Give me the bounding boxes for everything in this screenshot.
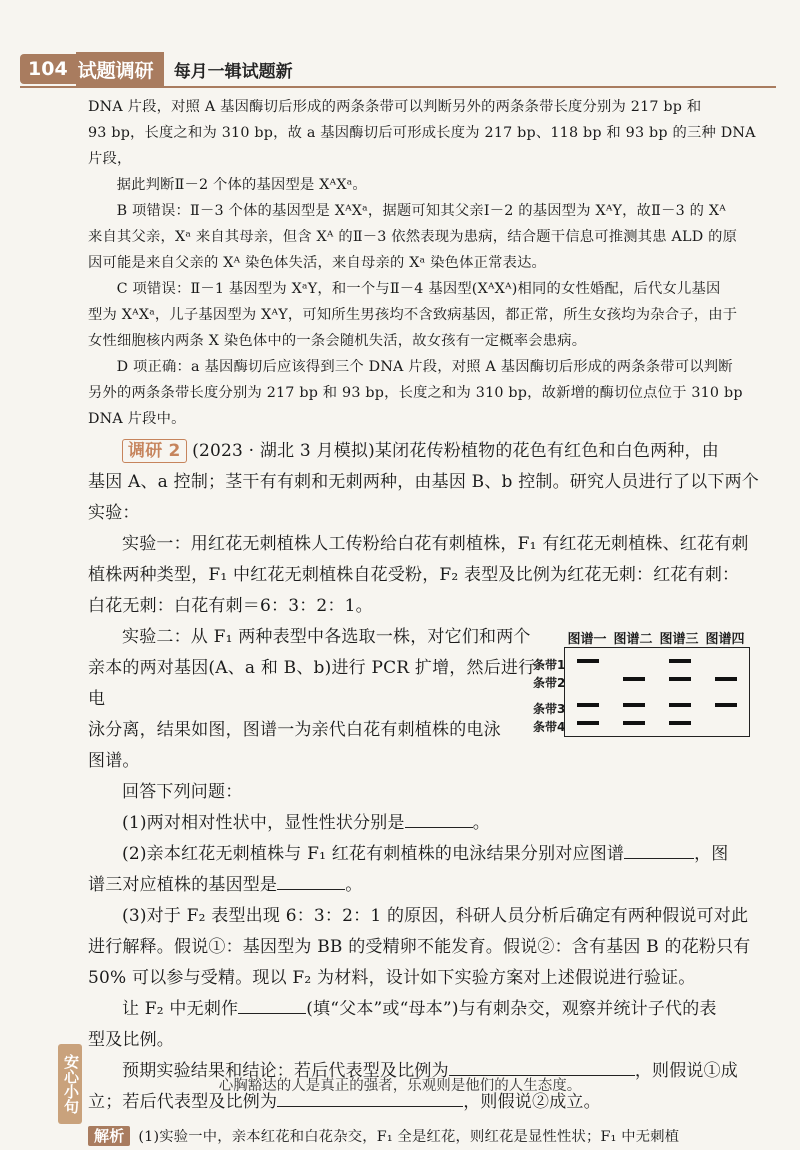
gel-header: 图谱三 bbox=[659, 632, 699, 647]
option-d-line: DNA 片段中。 bbox=[88, 411, 186, 427]
sub-question-3: 进行解释。假说①：基因型为 BB 的受精卵不能发育。假说②：含有基因 B 的花粉只有 bbox=[88, 937, 751, 957]
experiment-2-line: 图谱。 bbox=[88, 751, 140, 771]
gel-header: 图谱四 bbox=[705, 632, 745, 647]
sub-question-3: (3)对于 F₂ 表型出现 6：3：2：1 的原因，科研人员分析后确定有两种假说可对此 bbox=[122, 906, 749, 926]
answer-prompt: 回答下列问题： bbox=[122, 782, 243, 802]
analysis-label: 解析 bbox=[88, 1126, 130, 1146]
page-content bbox=[88, 94, 760, 1150]
analysis-start bbox=[88, 1124, 760, 1150]
sub-question-3-method bbox=[88, 994, 760, 1025]
gel-headers bbox=[564, 628, 762, 647]
experiment-1-line: 植株两种类型，F₁ 中红花无刺植株自花受粉，F₂ 表型及比例为红花无刺：红花有刺： bbox=[88, 565, 740, 585]
sub-question-1 bbox=[88, 808, 760, 839]
gel-band bbox=[669, 703, 691, 707]
band-label: 条带3 bbox=[533, 702, 566, 716]
gel-band bbox=[669, 721, 691, 725]
question-line: 基因 A、a 控制；茎干有有刺和无刺两种，由基因 B、b 控制。研究人员进行了以下两个 bbox=[88, 472, 760, 492]
gel-header: 图谱一 bbox=[567, 632, 607, 647]
sub-question-3-text: ，则假说①成 bbox=[634, 1061, 739, 1081]
experiment-2-line: 泳分离，结果如图，图谱一为亲代白花有刺植株的电泳 bbox=[88, 720, 501, 740]
sub-question-2-cont bbox=[88, 870, 760, 901]
page-header bbox=[20, 52, 293, 86]
band-label: 条带2 bbox=[533, 676, 566, 690]
gel-band bbox=[715, 677, 737, 681]
issue-title: 每月一辑试题新 bbox=[173, 61, 293, 82]
option-c-line: C 项错误：Ⅱ－1 基因型为 XᵃY，和一个与Ⅱ－4 基因型(XᴬXᴬ)相同的女性婚配，后代女儿基因 bbox=[116, 281, 721, 297]
gel-band bbox=[577, 659, 599, 663]
sub-question-3-text: 预期实验结果和结论：若后代表型及比例为 bbox=[122, 1061, 449, 1081]
band-label: 条带1 bbox=[533, 658, 566, 672]
experiment-2-line: 实验二：从 F₁ 两种表型中各选取一株，对它们和两个 bbox=[122, 627, 531, 647]
answer-blank[interactable] bbox=[277, 871, 345, 890]
sub-question-2-text: (2)亲本红花无刺植株与 F₁ 红花有刺植株的电泳结果分别对应图谱 bbox=[122, 844, 625, 864]
electrophoresis-figure bbox=[532, 628, 762, 737]
analysis-line: 据此判断Ⅱ－2 个体的基因型是 XᴬXᵃ。 bbox=[116, 177, 367, 193]
gel-band bbox=[669, 659, 691, 663]
gel-band bbox=[669, 677, 691, 681]
option-d-line: 另外的两条条带长度分别为 217 bp 和 93 bp，长度之和为 310 bp，故新增的酶切位点位于 310 bp bbox=[88, 385, 743, 401]
gel-header: 图谱二 bbox=[613, 632, 653, 647]
option-b-line: B 项错误：Ⅱ－3 个体的基因型是 XᴬXᵃ，据题可知其父亲Ⅰ－2 的基因型为 XᴬY，故Ⅱ－3 的 Xᴬ bbox=[116, 203, 726, 219]
footer-quote: 心胸豁达的人是真正的强者，乐观则是他们的人生态度。 bbox=[218, 1078, 582, 1094]
sub-question-2-text: 谱三对应植株的基因型是 bbox=[88, 875, 278, 895]
answer-blank[interactable] bbox=[624, 840, 694, 859]
sub-question-3: 型及比例。 bbox=[88, 1030, 174, 1050]
experiment-2-line: 亲本的两对基因(A、a 和 B、b)进行 PCR 扩增，然后进行电 bbox=[88, 658, 536, 709]
gel-band bbox=[715, 703, 737, 707]
page-number: 104 bbox=[20, 54, 76, 84]
option-b-line: 来自其父亲，Xᵃ 来自其母亲，但含 Xᴬ 的Ⅱ－3 依然表现为患病，结合题干信息可推测其患 ALD 的原 bbox=[88, 229, 738, 245]
question-intro-text: (2023 · 湖北 3 月模拟)某闭花传粉植物的花色有红色和白色两种，由 bbox=[192, 441, 719, 461]
analysis-text: (1)实验一中，亲本红花和白花杂交，F₁ 全是红花，则红花是显性性状；F₁ 中无刺植 bbox=[138, 1129, 680, 1145]
answer-blank[interactable] bbox=[405, 809, 473, 828]
option-c-line: 女性细胞核内两条 X 染色体中的一条会随机失活，故女孩有一定概率会患病。 bbox=[88, 333, 587, 349]
analysis-line: DNA 片段，对照 A 基因酶切后形成的两条条带可以判断另外的两条条带长度分别为 217 bp 和 bbox=[88, 99, 702, 115]
side-tag: 安心小句 bbox=[58, 1044, 82, 1124]
gel-band bbox=[577, 703, 599, 707]
sub-question-3: 50% 可以参与受精。现以 F₂ 为材料，设计如下实验方案对上述假说进行验证。 bbox=[88, 968, 696, 988]
option-c-line: 型为 XᴬXᵃ，儿子基因型为 XᴬY，可知所生男孩均不含致病基因，都正常，所生女孩均为杂合子，由于 bbox=[88, 307, 738, 323]
section-title: 试题调研 bbox=[76, 52, 164, 87]
gel-band bbox=[623, 721, 645, 725]
option-d-line: D 项正确：a 基因酶切后应该得到三个 DNA 片段，对照 A 基因酶切后形成的两条条带可以判断 bbox=[116, 359, 733, 375]
sub-question-3-text: 立；若后代表型及比例为 bbox=[88, 1092, 278, 1112]
gel-band bbox=[623, 703, 645, 707]
sub-question-3-text: (填“父本”或“母本”)与有刺杂交，观察并统计子代的表 bbox=[306, 999, 717, 1019]
question-label: 调研 2 bbox=[122, 439, 187, 463]
option-b-line: 因可能是来自父亲的 Xᴬ 染色体失活，来自母亲的 Xᵃ 染色体正常表达。 bbox=[88, 255, 547, 271]
gel-box bbox=[533, 647, 750, 737]
header-divider bbox=[20, 86, 776, 88]
sub-question-2-end: 。 bbox=[345, 875, 363, 895]
gel-band bbox=[577, 721, 599, 725]
question-line: 实验： bbox=[88, 503, 140, 523]
experiment-1-line: 实验一：用红花无刺植株人工传粉给白花有刺植株，F₁ 有红花无刺植株、红花有刺 bbox=[122, 534, 749, 554]
sub-question-3-text: 让 F₂ 中无刺作 bbox=[122, 999, 239, 1019]
experiment-2-block bbox=[88, 622, 760, 777]
band-label: 条带4 bbox=[533, 720, 566, 734]
sub-question-1-text: (1)两对相对性状中，显性性状分别是 bbox=[122, 813, 405, 833]
sub-question-1-end: 。 bbox=[472, 813, 490, 833]
sub-question-2 bbox=[88, 839, 760, 870]
answer-blank[interactable] bbox=[238, 995, 306, 1014]
sub-question-2-text: ，图 bbox=[694, 844, 729, 864]
experiment-1-line: 白花无刺：白花有刺＝6：3：2：1。 bbox=[88, 596, 373, 616]
question-intro bbox=[88, 436, 760, 467]
sub-question-3-text: ，则假说②成立。 bbox=[463, 1092, 601, 1112]
analysis-line: 93 bp，长度之和为 310 bp，故 a 基因酶切后可形成长度为 217 bp、118 bp 和 93 bp 的三种 DNA 片段， bbox=[88, 125, 756, 167]
gel-band bbox=[623, 677, 645, 681]
